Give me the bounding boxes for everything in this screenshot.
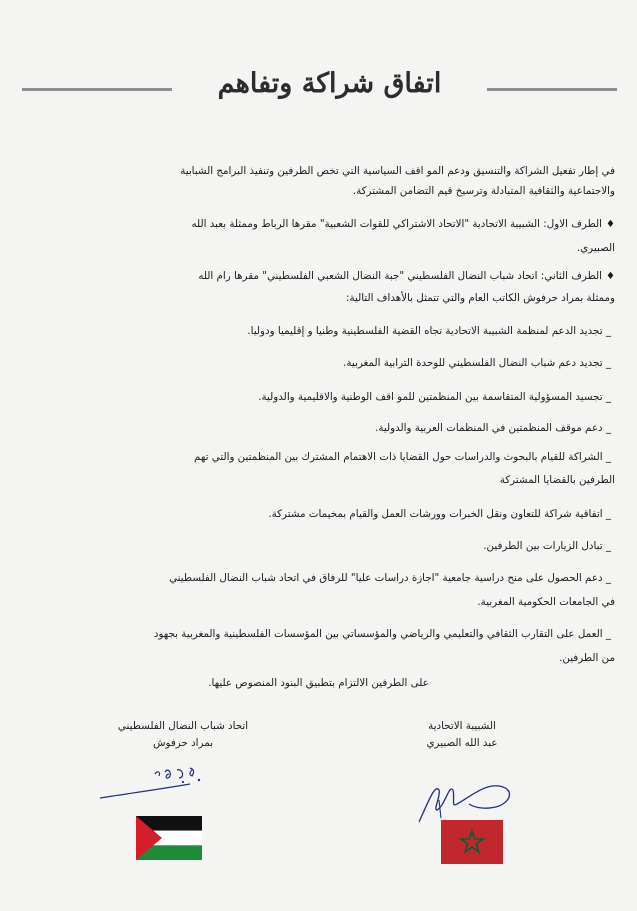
goal-5-line-1: _ الشراكة للقيام بالبحوث والدراسات حول القضايا ذات الاهتمام المشترك بين المنظمتين والتي تهم [194, 451, 611, 463]
intro-line-1: في إطار تفعيل الشراكة والتنسيق ودعم المو اقف السياسية التي تخص الطرفين وتنفيذ البرامج الشبابية [180, 165, 615, 177]
party1-text: الطرف الاول: الشبيبة الاتحادية "الاتحاد الاشتراكي للقوات الشعبية" مقرها الرباط وممثلة بعبد الله [191, 218, 603, 230]
signature-left-icon [95, 758, 215, 808]
goal-3: _ تجسيد المسؤولية المتقاسمة بين المنظمتين للمو اقف الوطنية والاقليمية والدولية. [258, 391, 611, 403]
goal-2: _ تجديد دعم شباب النضال الفلسطيني للوحدة الترابية المغربية. [343, 357, 611, 369]
goal-1: _ تجديد الدعم لمنظمة الشبيبة الاتحادية تجاه القضية الفلسطينية وطنيا و إقليميا ودوليا. [247, 325, 611, 337]
goal-7: _ تبادل الزيارات بين الطرفين. [483, 540, 611, 552]
title-rule-left [22, 88, 172, 91]
signature-block-left [98, 718, 268, 752]
goal-8-line-2: في الجامعات الحكومية المغربية. [477, 596, 615, 608]
document-title: اتفاق شراكة وتفاهم [217, 68, 442, 99]
morocco-flag-icon [441, 820, 503, 864]
goal-4: _ دعم موقف المنظمتين في المنظمات العربية والدولية. [375, 422, 611, 434]
title-row [22, 68, 617, 108]
intro-line-2: والاجتماعية والثقافية المتبادلة وترسيخ قيم التضامن المشتركة. [352, 185, 615, 197]
bullet-diamond-icon: ♦ [606, 219, 615, 230]
signature-block-right [392, 718, 532, 752]
sig-right-org: الشبيبة الاتحادية [428, 720, 496, 732]
closing-statement: على الطرفين الالتزام بتطبيق البنود المنصوص عليها. [208, 677, 429, 689]
goal-5-line-2: الطرفين بالقضايا المشتركة [499, 474, 615, 486]
sig-right-name: عبد الله الصبيري [426, 737, 498, 749]
bullet-diamond-icon: ♦ [606, 271, 615, 282]
party2-text: الطرف الثاني: اتحاد شباب النضال الفلسطيني "جبة النضال الشعبي الفلسطيني" مقرها رام الله [198, 270, 603, 282]
goal-8-line-1: _ دعم الحصول على منح دراسية جامعية "اجازة دراسات عليا" للرفاق في اتحاد شباب النضال الفلسطيني [169, 572, 611, 584]
party1-line-2: الصبيري. [576, 242, 615, 254]
party2-line-2: وممثلة بمراد حرفوش الكاتب العام والتي تتمثل بالأهداف التالية: [346, 292, 615, 304]
party2-line-1 [198, 270, 615, 283]
goal-9-line-1: _ العمل على التقارب الثقافي والتعليمي والرياضي والمؤسساتي بين المؤسسات الفلسطينية والمغربية بجهود [153, 628, 611, 640]
goal-9-line-2: من الطرفين. [559, 652, 615, 664]
goal-6: _ اتفاقية شراكة للتعاون ونقل الخبرات وورشات العمل والقيام بمخيمات مشتركة. [268, 508, 611, 520]
sig-left-org: اتحاد شباب النضال الفلسطيني [117, 720, 249, 732]
sig-left-name: بمراد حرفوش [152, 737, 214, 749]
palestine-flag-icon [136, 816, 202, 860]
party1-line-1 [192, 218, 615, 231]
title-rule-right [487, 88, 617, 91]
